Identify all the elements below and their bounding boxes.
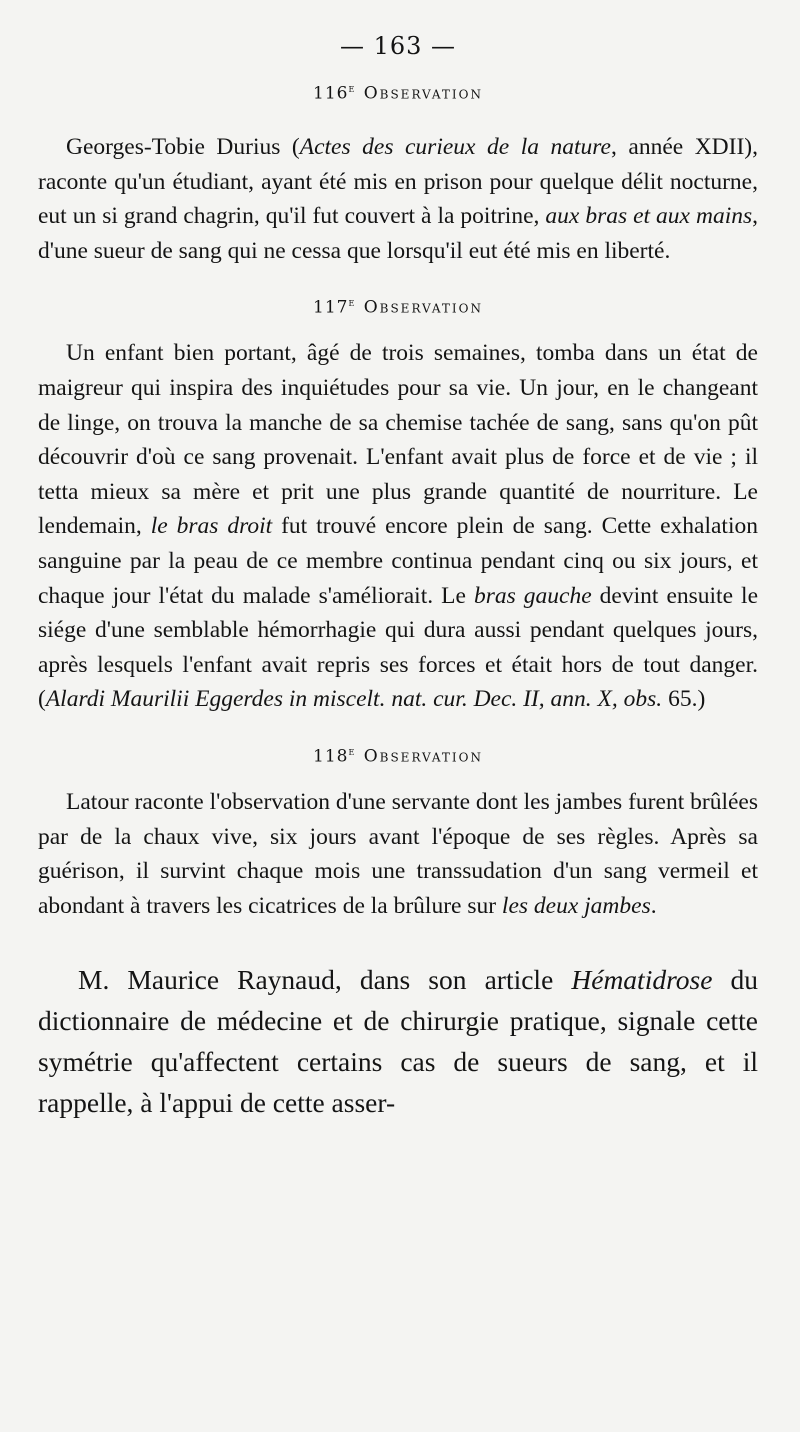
text-run: Un enfant bien portant, âgé de trois semaines, tomba dans un état de maigreur qui inspira des inquiétudes pour sa vie. Un jour, en le changeant de linge, on trouva la manche de sa chemise tachée de sang, sans qu'on pût découvrir d'où ce sang provenait. L'enfant avait plus de force et de vie ; il tetta mieux sa mère et prit une plus grande quantité de nourriture. Le lendemain, (38, 340, 758, 540)
text-run: Georges-Tobie Durius ( (66, 134, 300, 160)
ordinal-suffix: e (348, 296, 357, 310)
ordinal-suffix: e (348, 744, 357, 758)
text-run: devint ensuite le siége d'une semblable hémorrhagie qui dura aussi pendant quelques jours, après lesquels l'enfant avait repris ses forces et était hors de tout danger. ( (38, 582, 758, 713)
italic-run: le bras droit (150, 513, 273, 540)
body-paragraph (38, 959, 758, 1123)
observation-paragraph (38, 336, 758, 717)
italic-run: les deux jambes (501, 892, 651, 919)
text-run: , d'une sueur de sang qui ne cessa que lorsqu'il eut été mis en liberté. (38, 203, 758, 264)
text-run: . (650, 892, 657, 919)
italic-run: Hématidrose (571, 964, 713, 996)
italic-run: Actes des curieux de la nature (299, 134, 611, 160)
observation-heading (38, 288, 758, 318)
observation-word: Observation (363, 298, 483, 319)
observation-heading (38, 74, 758, 104)
observation-paragraph (38, 785, 758, 923)
text-run: , année XDII), raconte qu'un étudiant, ayant été mis en prison pour quelque délit nocturne, eut un si grand chagrin, qu'il fut couvert à la poitrine, (38, 134, 758, 230)
ordinal-suffix: e (348, 82, 357, 95)
observation-number: 117 (313, 298, 349, 319)
text-run: Latour raconte l'observation d'une servante dont les jambes furent brûlées par de la chaux vive, six jours avant l'époque de ses règles. Après sa guérison, il survint chaque mois une transsudation d'un sang vermeil et abondant à travers les cicatrices de la brûlure sur (38, 788, 758, 919)
italic-run: bras gauche (473, 582, 592, 609)
observation-number: 118 (313, 746, 349, 767)
observation-paragraph (38, 130, 758, 268)
italic-run: aux bras et aux mains (545, 203, 753, 230)
page-number: — 163 — (339, 32, 457, 60)
text-run: M. Maurice Raynaud, dans son article (78, 964, 572, 996)
text-run: fut trouvé encore plein de sang. Cette exhalation sanguine par la peau de ce membre continua pendant cinq ou six jours, et chaque jour l'état du malade s'améliorait. Le (38, 513, 758, 609)
text-run: du dictionnaire de médecine et de chirurgie pratique, signale cette symétrie qu'affectent certains cas de sueurs de sang, et il rappelle, à l'appui de cette asser- (38, 964, 759, 1119)
observation-heading (38, 737, 758, 767)
observation-word: Observation (363, 83, 483, 104)
observation-number: 116 (313, 83, 349, 104)
observation-word: Observation (363, 746, 483, 767)
text-run: 65.) (662, 686, 706, 713)
italic-run: Alardi Maurilii Eggerdes in miscelt. nat. cur. Dec. II, ann. X, obs. (45, 686, 663, 713)
